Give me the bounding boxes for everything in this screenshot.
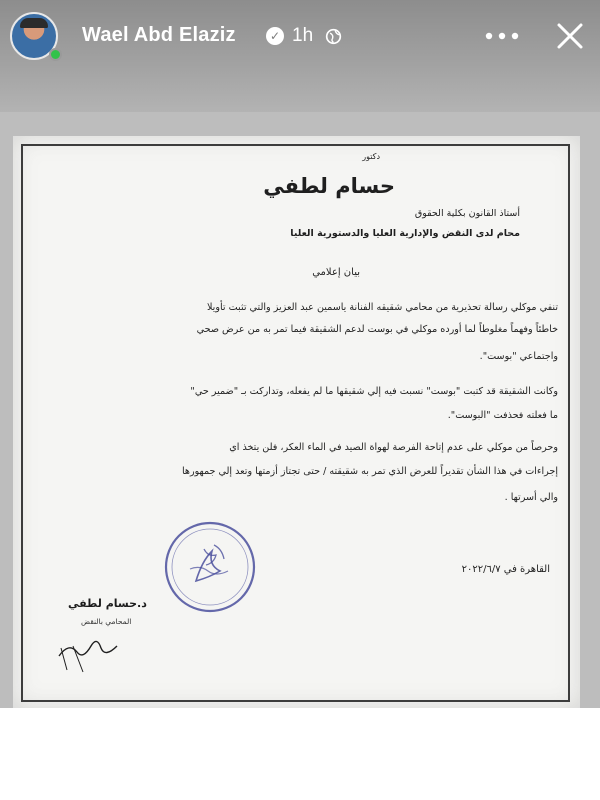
verified-badge-icon: ✓ bbox=[266, 27, 284, 45]
doc-subtitle-1: أستاذ القانون بكلية الحقوق bbox=[414, 208, 520, 219]
doc-date: القاهرة في ٢٠٢٢/٦/٧ bbox=[461, 564, 550, 575]
story-header bbox=[0, 0, 600, 112]
signature-name: د.حسام لطفي bbox=[68, 597, 147, 610]
handwritten-signature-icon bbox=[53, 626, 123, 676]
document-paper bbox=[13, 136, 580, 708]
more-options-icon[interactable] bbox=[482, 24, 522, 48]
post-time: 1h bbox=[292, 25, 314, 46]
user-name[interactable]: Wael Abd Elaziz bbox=[82, 24, 236, 46]
doc-line: وحرصاً من موكلي على عدم إتاحة الفرصة لهواة الصيد في الماء العكر، فلن يتخذ اي bbox=[229, 442, 558, 453]
close-icon[interactable] bbox=[554, 20, 586, 52]
doc-line: خاطئاً وفهماً مغلوطاً لما أورده موكلي في بوست لدعم الشقيقة فيما تمر به من عرض صحي bbox=[196, 324, 558, 335]
doc-title-small: دكتور bbox=[362, 152, 380, 161]
signature-title: المحامي بالنقض bbox=[81, 617, 132, 626]
story-footer-blank bbox=[0, 708, 600, 800]
doc-line: واجتماعي "بوست". bbox=[479, 351, 558, 362]
online-status-dot bbox=[49, 48, 62, 61]
globe-icon bbox=[325, 28, 342, 45]
doc-line: وكانت الشقيقة قد كتبت "بوست" نسبت فيه إلي شقيقها ما لم يفعله، وتداركت بـ "ضمير حي" bbox=[190, 386, 558, 397]
doc-line: ما فعلته فحذفت "البوست". bbox=[447, 410, 558, 421]
doc-line: والي أسرتها . bbox=[504, 492, 558, 503]
doc-heading: بيان إعلامي bbox=[312, 267, 360, 278]
doc-line: إجراءات في هذا الشأن تقديراً للعرض الذي تمر به شقيقته / حتى تجتاز أزمتها وتعد إلي جمهورها bbox=[181, 466, 558, 477]
doc-subtitle-2: محام لدى النقض والإدارية العليا والدستورية العليا bbox=[290, 228, 520, 239]
official-stamp-icon bbox=[156, 519, 264, 615]
doc-author-name: حسام لطفي bbox=[263, 174, 395, 198]
doc-line: تنفي موكلي رسالة تحذيرية من محامي شقيقه الفنانة ياسمين عبد العزيز والتي تثبت تأويلا bbox=[206, 302, 558, 313]
